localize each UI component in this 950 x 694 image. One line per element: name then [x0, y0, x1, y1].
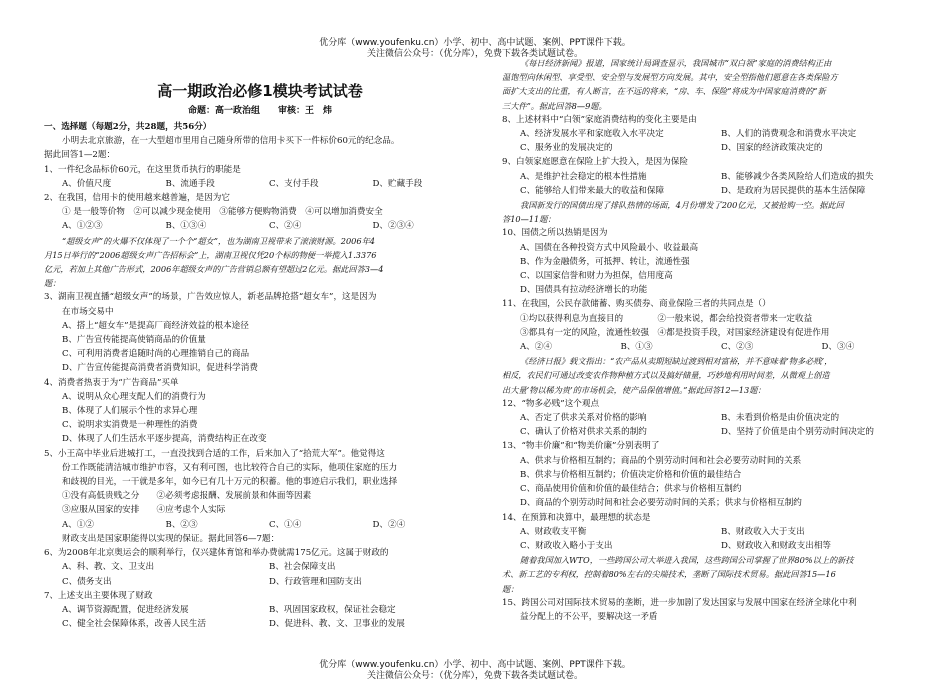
option: C、服务业的发展决定的: [520, 143, 613, 154]
option: B、财政收入大于支出: [721, 526, 805, 537]
option: C、支付手段: [269, 178, 319, 189]
option: D、广告宣传能提高消费者消费知识，促进科学消费: [62, 363, 258, 374]
question-6-options: [44, 575, 476, 589]
option: A、国债在各种投资方式中风险最小、收益最高: [520, 242, 699, 253]
option: A、②④: [520, 342, 552, 353]
intro-text: 随着我国加入WTO，一些跨国公司大举进入我国，这些跨国公司掌握了世界80%以上的新技: [520, 555, 854, 566]
question-1-options: [44, 177, 476, 191]
question-13: 13、“物丰价廉”和“物美价廉”分别表明了: [502, 441, 660, 452]
page-footer: [0, 660, 950, 682]
question-4: 4、消费者热衷于为“广告商品”买单: [44, 377, 179, 388]
option: A、否定了供求关系对价格的影响: [520, 413, 647, 424]
option: C、①④: [269, 519, 302, 530]
option: A、价值尺度: [62, 178, 112, 189]
question-8: 8、上述材料中“白领”家庭消费结构的变化主要是由: [502, 114, 697, 125]
intro-text: 我国新发行的国债出现了排队热情的场面，4月份增发了200亿元，又被抢购一空。据此回: [520, 200, 844, 211]
option: D、体现了人们生活水平逐步提高，消费结构正在改变: [62, 434, 267, 445]
question-14-options: [502, 525, 922, 539]
intro-text: 题：: [502, 583, 519, 594]
option: B、流通手段: [165, 178, 215, 189]
option: B、能够减少各类风险给人们造成的损失: [721, 171, 874, 182]
option: A、科、教、文、卫支出: [62, 562, 155, 573]
option: B、供求与价格相互制约；价值决定价格和价值的最佳结合: [520, 469, 742, 480]
option: B、人们的消费观念和消费水平决定: [721, 129, 857, 140]
intro-text: 温饱型向休闲型、享受型、安全型与发展型方向发展。其中，安全型指他们愿意在各类保险方: [502, 72, 838, 83]
option: B、巩固国家政权，保证社会稳定: [269, 604, 396, 615]
intro-text: 《每日经济新闻》报道，国家统计局调查显示，我国城市“双白领”家庭的消费结构正由: [520, 58, 832, 68]
option: C、可利用消费者追随时尚的心理推销自己的商品: [62, 349, 250, 360]
question-8-options: [502, 127, 922, 141]
option: D、是政府为居民提供的基本生活保障: [721, 185, 866, 196]
option: A、是维护社会稳定的根本性措施: [520, 171, 647, 182]
question-9-options: [502, 184, 922, 198]
question-5-cont: 份工作既能清洁城市维护市容，又有利可图，也比较符合自己的实际，他项住家庭的压力: [62, 462, 398, 473]
section-heading: 一、选择题（每题2分，共28题，共56分）: [44, 122, 212, 132]
option: A、财政收支平衡: [520, 526, 587, 537]
intro-text: 相反，农民们可通过改变农作物种植方式以及搞好储量，巧妙地利用时间差，从微观上创造: [502, 370, 830, 381]
intro-text: 题：: [44, 278, 61, 289]
option: C、确认了价格对供求关系的制约: [520, 427, 647, 438]
option: D、坚持了价值是由个别劳动时间决定的: [721, 427, 874, 438]
question-5-statements: ①没有高低贵贱之分 ②必须考虑报酬、发展前景和体面等因素: [62, 491, 312, 502]
option: D、促进科、教、文、卫事业的发展: [269, 619, 405, 630]
question-7-options: [44, 617, 476, 631]
footer-line-2: 关注微信公众号：（优分库），免费下载各类试题试卷。: [366, 671, 583, 681]
question-11-options: [502, 340, 922, 354]
question-3-cont: 在市场交易中: [62, 306, 114, 317]
option: D、财政收入和财政支出相等: [721, 540, 832, 551]
intro-text: “超级女声”的火爆不仅体现了一个个“超女”，也为湖南卫视带来了滚滚财源。2006年4: [62, 235, 375, 246]
intro-text: 面扩大支出的比重，有人断言，在不远的将来，“房、车、保险”将成为中国家庭消费的“新: [502, 86, 826, 97]
intro-text: 财政支出是国家职能得以实现的保证。据此回答6—7题：: [62, 533, 280, 544]
question-14: 14、在预算和决算中，最理想的状态是: [502, 512, 651, 523]
option: A、供求与价格相互制约；商品的个别劳动时间和社会必要劳动时间的关系: [520, 455, 802, 466]
intro-text: 小明去北京旅游，在一大型超市里用自己随身所带的信用卡买下一件标价60元的纪念品。: [62, 136, 400, 147]
intro-text: 出大量‘物以稀为贵’的市场机会，使产品保值增值。”据此回答12—13题：: [502, 384, 766, 395]
option: C、债务支出: [62, 576, 112, 587]
question-6: 6、为2008年北京奥运会的顺利举行，仅兴建体育馆和举办费就需175亿元。这属于财政的: [44, 548, 389, 559]
option: B、①③: [620, 342, 653, 353]
footer-line-1: 优分库（www.youfenku.cn）小学、初中、高中试题、案例、PPT课件下载。: [319, 660, 631, 670]
question-11-statements: ①均以获得利息为直接目的 ②一般来说，都会给投资者带来一定收益: [520, 313, 813, 324]
question-12-options: [502, 411, 922, 425]
option: B、广告宣传能提高使销商品的价值量: [62, 335, 206, 346]
question-5-options: [44, 518, 476, 532]
header-line-2: 关注微信公众号：（优分库），免费下载各类试题试卷。: [366, 49, 583, 59]
question-14-options: [502, 539, 922, 553]
option: D、②③④: [372, 221, 414, 232]
question-15: 15、跨国公司对国际技术贸易的垄断，进一步加剧了发达国家与发展中国家在经济全球化中利: [502, 597, 857, 608]
question-5-cont: 和歧视的目光，一干就是多年，如今已有几十万元的积蓄。他的事迹启示我们，职业选择: [62, 477, 398, 488]
option: D、行政管理和国防支出: [269, 576, 362, 587]
question-5-statements: ③应服从国家的安排 ④应考虑个人实际: [62, 505, 226, 516]
option: A、①②: [62, 519, 94, 530]
question-2-statements: ① 是一般等价物 ②可以减少现金使用 ③能够方便购物消费 ④可以增加消费安全: [62, 207, 383, 218]
question-2-options: [44, 219, 476, 233]
option: A、调节资源配置，促进经济发展: [62, 604, 189, 615]
option: C、健全社会保障体系，改善人民生活: [62, 619, 207, 630]
question-11: 11、在我国，公民存款储蓄、购买债券、商业保险三者的共同点是（）: [502, 299, 771, 310]
option: B、社会保障支出: [269, 562, 336, 573]
option: C、商品使用价值和价值的最佳结合；供求与价格相互制约: [520, 484, 742, 495]
option: A、搭上“超女车”是提高厂商经济效益的根本途径: [62, 320, 249, 331]
question-9: 9、白领家庭愿意在保险上扩大投入，是因为保险: [502, 157, 688, 168]
option: C、②④: [269, 221, 302, 232]
question-2: 2、在我国，信用卡的使用越来越普遍，是因为它: [44, 193, 230, 204]
option: C、以国家信誉和财力为担保，信用度高: [520, 271, 673, 282]
question-6-options: [44, 560, 476, 574]
intro-text: 月15日举行的“2006超级女声广告招标会”上，湖南卫视仅凭20个标的物便一举揽入1.3376: [44, 249, 377, 260]
question-7: 7、上述支出主要体现了财政: [44, 590, 153, 601]
intro-text: 据此回答1—2题：: [44, 150, 116, 161]
intro-text: 三大件”。据此回答8—9题。: [502, 100, 607, 111]
header-line-1: 优分库（www.youfenku.cn）小学、初中、高中试题、案例、PPT课件下载。: [319, 38, 631, 48]
page-title: 高一期政治必修1模块考试试卷: [157, 82, 363, 100]
question-12-options: [502, 425, 922, 439]
option: B、体现了人们展示个性的求异心理: [62, 406, 198, 417]
intro-text: 亿元，若加上其他广告形式，2006年超级女声的广告营销总额有望超过2亿元。据此回答3—4: [44, 264, 384, 275]
option: C、说明求实消费是一种理性的消费: [62, 420, 198, 431]
option: B、②③: [165, 519, 198, 530]
option: A、说明从众心理支配人们的消费行为: [62, 391, 206, 402]
option: B、作为金融债务，可抵押、转让，流通性强: [520, 256, 690, 267]
question-15-cont: 益分配上的不公平，要解决这一矛盾: [520, 611, 658, 622]
question-3: 3、湖南卫视直播“超级女声”的场景，广告效应惊人，新老品牌抢搭“超女车”，这是因为: [44, 292, 377, 303]
option: B、①③④: [165, 221, 207, 232]
option: A、经济发展水平和家庭收入水平决定: [520, 129, 664, 140]
option: D、商品的个别劳动时间和社会必要劳动时间的关系；供求与价格相互制约: [520, 498, 802, 509]
question-5: 5、小王高中毕业后进城打工，一直没找到合适的工作，后来加入了“拾荒大军”。他觉得这: [44, 448, 385, 459]
left-column: [44, 58, 476, 631]
option: D、②④: [372, 519, 406, 530]
right-column: [502, 56, 922, 624]
question-9-options: [502, 170, 922, 184]
option: D、国债具有拉动经济增长的功能: [520, 285, 648, 296]
question-8-options: [502, 141, 922, 155]
option: D、贮藏手段: [372, 178, 423, 189]
option: D、③④: [821, 342, 855, 353]
intro-text: 答10—11题：: [502, 214, 556, 225]
question-10: 10、国债之所以热销是因为: [502, 228, 608, 239]
option: A、①②③: [62, 221, 103, 232]
question-12: 12、“物多必贱”这个观点: [502, 398, 600, 409]
question-7-options: [44, 603, 476, 617]
subtitle: 命题：高一政治组 审核：王 炜: [187, 106, 332, 116]
option: C、能够给人们带来最大的收益和保障: [520, 185, 665, 196]
question-1: 1、一件纪念品标价60元，在这里货币执行的职能是: [44, 164, 241, 175]
option: D、国家的经济政策决定的: [721, 143, 823, 154]
intro-text: 术、新工艺的专利权，控制着80%左右的尖端技术，垄断了国际技术贸易。据此回答15—16: [502, 569, 836, 580]
option: C、财政收入略小于支出: [520, 540, 613, 551]
option: B、未看到价格是由价值决定的: [721, 413, 840, 424]
option: C、②③: [721, 342, 754, 353]
intro-text: 《经济日报》载文指出：“农产品从卖期短缺过渡到相对富裕，并不意味着‘物多必贱’，: [520, 356, 833, 367]
question-11-statements: ③都具有一定的风险，流通性较强 ④都是投资手段，对国家经济建设有促进作用: [520, 327, 830, 338]
